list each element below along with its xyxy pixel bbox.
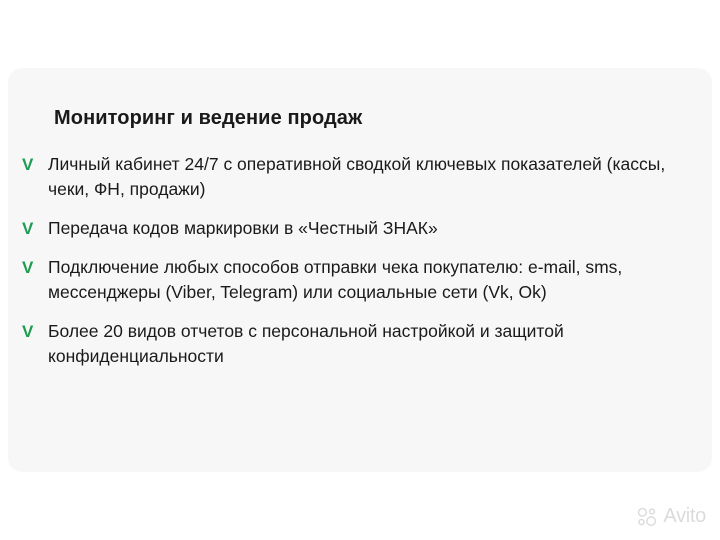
list-item-text: Более 20 видов отчетов с персональной настройкой и защитой конфиденциальности [48, 321, 564, 366]
watermark-text: Avito [663, 505, 706, 527]
list-item [22, 255, 686, 305]
check-mark-icon: V [22, 219, 34, 238]
page-title: Мониторинг и ведение продаж [54, 107, 363, 129]
list-item [22, 319, 686, 369]
check-mark-icon: V [22, 322, 34, 341]
avito-logo-icon [636, 506, 658, 528]
list-item-text: Подключение любых способов отправки чека покупателю: e-mail, sms, мессенджеры (Viber, Telegram) или социальные сети (Vk, Ok) [48, 257, 623, 302]
feature-list [22, 152, 686, 369]
check-mark-icon: V [22, 155, 34, 174]
list-item-text: Личный кабинет 24/7 с оперативной сводкой ключевых показателей (кассы, чеки, ФН, продажи) [48, 154, 666, 199]
feature-card [8, 68, 712, 472]
check-mark-icon: V [22, 258, 34, 277]
list-item [22, 216, 686, 241]
list-item-text: Передача кодов маркировки в «Честный ЗНАК» [48, 218, 438, 238]
list-item [22, 152, 686, 202]
card-content [22, 106, 686, 383]
watermark [636, 505, 706, 528]
